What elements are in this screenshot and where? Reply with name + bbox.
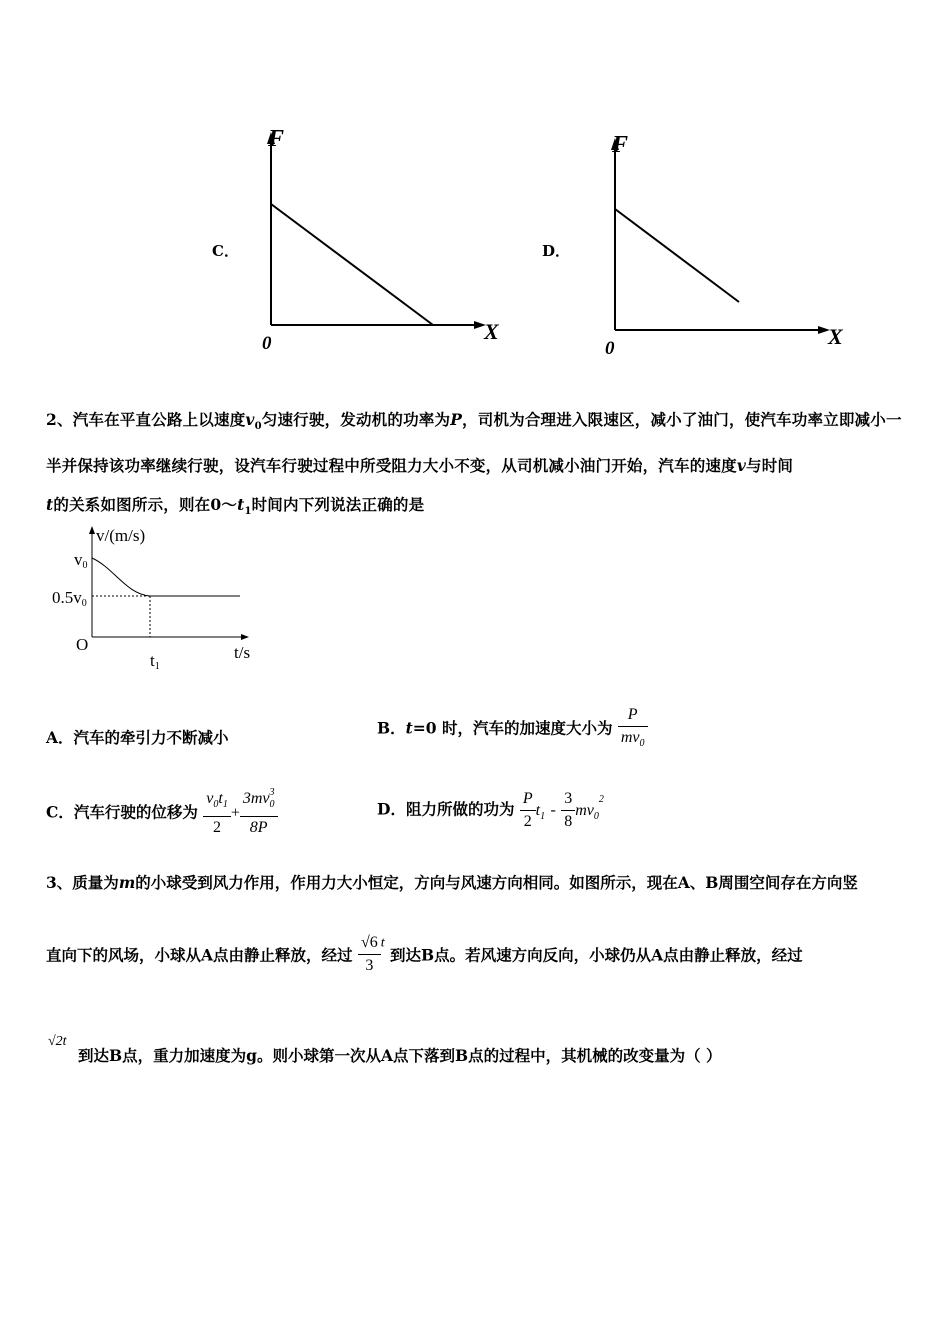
question-2-number: 2、 [46,410,73,429]
option-c-label: C． [212,242,239,260]
q2-option-d: D．阻力所做的功为 $\frac{P}{2}$ $t_1$ - $\frac{3}{8}$ mv 2 $_0$ [377,788,599,833]
q2-x-arrow-icon [241,634,249,640]
graph-c-y-label: F [268,126,285,152]
q2-option-d-fraction-1: $\frac{P}{2}$ [520,788,536,833]
q3-sqrt6-fraction: $\frac{√6}{3}$ [358,932,381,977]
q2-y-label: v/(m/s) [96,526,146,545]
graph-c-origin: 0 [262,333,272,354]
graph-d-y-label: F [612,132,629,158]
q2-option-c: C．汽车行驶的位移为 $\frac{v_0t_1}{2}$ + 3mv 3 $_0$ 8P [46,788,278,839]
q2-t1-label: t1 [150,651,160,672]
q2-vt-graph [46,518,276,678]
graph-d-x-label: X [828,324,843,349]
q2-decay-curve [92,558,150,596]
graph-c-x-label: X [484,319,499,344]
graph-d-origin: 0 [605,338,615,359]
q2-option-c-fraction-1: $\frac{v_0t_1}{2}$ [203,788,231,839]
q3-sqrt2t: √2t [48,1034,67,1049]
option-d-label: D． [542,242,571,260]
q2-option-a: A．汽车的牵引力不断减小 [46,728,229,747]
graph-c [250,118,510,358]
q2-y-arrow-icon [89,526,95,534]
q2-option-b: B．t=0 时，汽车的加速度大小为 $\frac{P}{mv_0}$ [377,704,648,755]
graph-c-line [271,204,433,325]
q2-option-d-fraction-2: $\frac{3}{8}$ [561,788,575,833]
question-3-number: 3、 [46,873,73,892]
q2-v0-label: v0 [74,550,88,571]
q2-x-label: t/s [234,643,251,662]
q2-origin: O [76,635,89,654]
question-2-stem: 2、汽车在平直公路上以速度$v_0$匀速行驶，发动机的功率为P，司机为合理进入限速区，减小了油门，使汽车功率立即减小一半并保持该功率继续行驶，设汽车行驶过程中所受阻力大小不变，从司机减小油门开始，汽车的速度v与时间 t的关系如图所示，则在$0\sim t_1$时间内下列说法正确的是 [46,410,902,518]
question-3-line-1: 3、质量为m的小球受到风力作用，作用力大小恒定，方向与风速方向相同。如图所示，现在A、B周围空间存在方向竖 [46,873,858,892]
question-3-line-3: 到达B点，重力加速度为g。则小球第一次从A点下落到B点的过程中，其机械的改变量为（ ） [78,1046,722,1065]
graph-d-line [615,209,739,302]
graph-d [594,124,854,364]
q2-option-c-fraction-2: 3mv 3 $_0$ 8P [240,788,278,839]
q2-option-b-fraction: $\frac{P}{mv_0}$ [618,704,648,755]
q2-half-label: 0.5v0 [52,588,87,609]
question-3-line-2: 直向下的风场，小球从A点由静止释放，经过 $\frac{√6}{3}$ t 到达B点。若风速方向反向，小球仍从A点由静止释放，经过 [46,932,803,977]
